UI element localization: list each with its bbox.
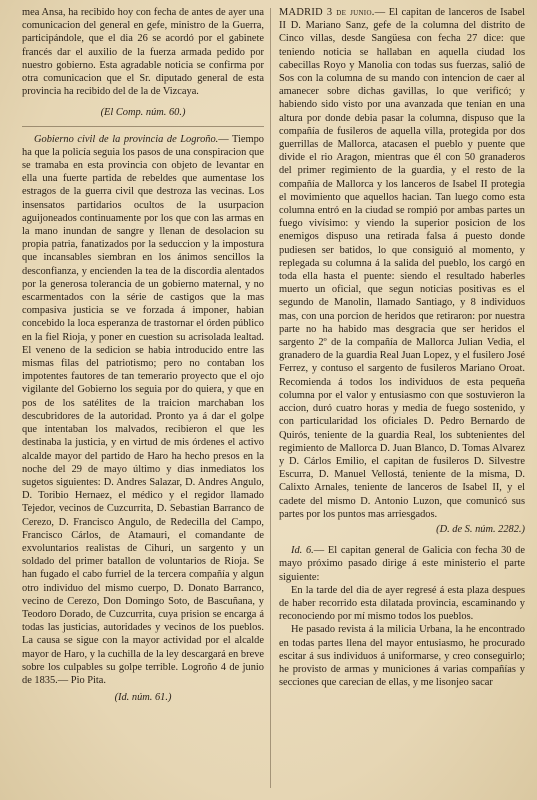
right-article-1: MADRID 3 de junio.— El capitan de lanceros de Isabel II D. Mariano Sanz, gefe de la columna del distrito de Cinco villas, desde Sangüesa con fecha 27 dice: que teniendo noticia se hallaban en aquella ciudad los cabecillas Royo y Manolia con todas sus fuerzas, salió de Sos con la columna de su mando con intencion de caer al amanecer sobre dichas gavillas, lo que verificó; y habiendo sido visto por una avanzada que tenian en una altura por donde debia pasar la columna, dispuso que la compañía de fusileros de aquella villa, protegida por dos guerrillas de Mallorca, atacasen el pueblo y puente que divide el rio Aragon, mientras que él con 50 granaderos del primer regimiento de la guardia, y el resto de la compañía de Mallorca y los lanceros de Isabel II protegia el movimiento que aquellos hacian. Tan luego como esta columna entró en la ciudad se rompió por ambas partes un fuego vivísimo: y viendo la superior posicion de los enemigos dispuso una retirada falsa á puesto donde pudiesen ser batidos, lo que consiguió al momento, y replegada su columna á la salida del pueblo, los cargó en toda ella hasta el puente: siendo el resultado haberles muerto un oficial, que segun noticias positivas es el segundo de Manolin, llamado Santiago, y 8 individuos mas, con una porcion de heridos que retiraron: por nuestra parte no ha habido mas desgracia que ser heridos el sargento 2º de la compañía de Mallorca Julian Vedia, el granadero de la guardia Real Juan Lopez, y el fusilero José Ferrez, y contuso el sargento de fusileros Mariano Oroat. Recomienda á todos los individuos de esta pequeña columna por el valor y entusiasmo con que sostuvieron la accion, duró cuatro horas y media de fuego sostenido, y con particularidad los oficiales D. Pedro Bernardo de Quirós, teniente de la guardia Real, los subtenientes del regimiento de Mallorca D. Juan Blanco, D. Tomas Alvarez y D. Cárlos Emilio, el capitan de fusileros D. Silvestre Escurra, D. Manuel Vellostá, teniente de la misma, D. Calixto Arnales, teniente de lanceros de Isabel II, y el cadete del mismo D. Antonio Luzon, que comunicó sus partes por los puntos mas arriesgados. [279,7,525,520]
left-heading: Gobierno civil de la provincia de Logroño. [34,133,219,145]
right-source-1: (D. de S. núm. 2282.) [436,523,525,535]
right-paragraph-1: El capitan de lanceros de Isabel II D. Mariano Sanz, gefe de la columna del distrito de Cinco villas, desde Sangüesa con fecha 27 dice: que teniendo noticia se hallaban en aquella ciudad los cabecillas Royo y Manolia con todas sus fuerzas, salió de Sos con la columna de su mando con intencion de caer al amanecer sobre dichas gavillas, lo que verificó; y habiendo sido visto por una avanzada que tenian en una altura por donde debia pasar la columna, dispuso que la compañía de fusileros de aquella villa, protegida por dos guerrillas de Mallorca, atacasen el pueblo y puente que divide el rio Aragon, mientras que él con 50 granaderos del primer regimiento de la guardia, y el resto de la compañía de Mallorca y los lanceros de Isabel II protegia el movimiento que aquellos hacian. Tan luego como esta columna entró en la ciudad se rompió por ambas partes un fuego vivísimo: y viendo la superior posicion de los enemigos dispuso una retirada falsa á puesto donde pudiesen ser batidos, lo que consiguió al momento, y replegada su columna á la salida del pueblo, los cargó en toda ella hasta el puente: siendo el resultado haberles muerto un oficial, que segun noticias positivas es el segundo de Manolin, llamado Santiago, y 8 individuos mas, con una porcion de heridos que retiraron: por nuestra parte no ha habido mas desgracia que ser heridos el sargento 2º de la compañía de Mallorca Julian Vedia, el granadero de la guardia Real Juan Lopez, y el fusilero José Ferrez, y contuso el sargento de fusileros Mariano Oroat. Recomienda á todos los individuos de esta pequeña columna por el valor y entusiasmo con que sostuvieron la accion, duró cuatro horas y media de fuego sostenido, y con particularidad los oficiales D. Pedro Bernardo de Quirós, teniente de la guardia Real, los subtenientes del regimiento de Mallorca D. Juan Blanco, D. Tomas Alvarez y D. Cárlos Emilio, el capitan de fusileros D. Silvestre Escurra, D. Manuel Vellostá, teniente de la misma, D. Calixto Arnales, teniente de lanceros de Isabel II, y el cadete del mismo D. Antonio Luzon, que comunicó sus partes por los puntos mas arriesgados. [279,7,525,520]
left-rule [22,126,264,127]
right-paragraph-2: El capitan general de Galicia con fecha 30 de mayo próximo pasado dirige á este ministerio el parte siguiente: [279,545,525,583]
right-article-2: Id. 6.— El capitan general de Galicia con fecha 30 de mayo próximo pasado dirige á este ministerio el parte siguiente: [279,545,525,583]
right-column [279,6,525,689]
left-source-1: (El Comp. núm. 60.) [100,107,186,119]
right-paragraph-3: En la tarde del dia de ayer regresé á esta plaza despues de haber recorrido esta dilatada provincia, escaminando y reconociendo por mí mismo todos los pueblos. [279,584,525,623]
left-column [22,6,264,704]
right-heading-2: Id. 6. [291,545,314,557]
left-article: Gobierno civil de la provincia de Logroño.— Tiempo ha que la policía seguia los pasos de una conspiracion que se tramaba en esta provincia con objeto de levantar en ella una fuerte partida de rebeldes que aumentase los estragos de la guerra civil que destroza las vecinas. Los insensatos partidarios ocultos de la usurpacion aguijoneados continuamente por los que con las armas en la mano inundan de sangre y llenan de desolacion su propia patria, fanatizados por la seduccion y la impostura que incansables siembran en los ánimos sencillos la desconfianza, y encienden la tea de la discordia alentados por la generosa tolerancia de un gobierno maternal, y no escarmentados con la série de castigos que la mas compasiva justicia se ve forzada á imponer, habian concebido la loca esperanza de trastornar el órden público en la fiel Rioja, y poner en cuestion su acrisolada lealtad. El veneno de la sedicion se habia introducido entre las mismas filas del patriotismo; pero no contaban los impotentes fautores de tan temerario proyecto que el ojo vigilante del Gobierno los seguia por do quiera, y que en pos de los satélites de la traicion marchaban los descubridores de la autoridad. Pronto ya á dar el golpe que intentaban los malvados, recibieron el que les destinaba la justicia, y en virtud de mis órdenes el activo alcalde mayor del partido de Haro ha hecho presos en la noche del 29 de mayo último y dias inmediatos los sugetos siguientes: D. Andres Salazar, D. Andres Angulo, D. Toribio Hernaez, el médico y el regidor llamado Tejedor, vecinos de Cuzcurrita, D. Sebastian Barranco de Cerezo, D. Francisco Angulo, de Redecilla del Campo, Francisco Cárlos, de Atamauri, el comandante de exvoluntarios realistas de Cihuri, un sargento y un soldado del primer batallon de voluntarios de Rioja. Se han fugado el cabo furriel de la tercera compañía y algun otro individuo del mismo cuerpo, D. Donato Barranco, vecino de Cerezo, Don Domingo Soto, de Bascuñana, y Teodoro Dorado, de Cuzcurrita, cuya prision se encarga á todas las justicias, autoridades y vecinos de los pueblos. La causa se sigue con la mayor actividad por el alcalde mayor de Haro, y la cuchilla de la ley descargará en breve sobre los culpables su golpe terrible. Logroño 4 de junio de 1835.— Pio Pita. [22,133,264,686]
column-divider [270,8,271,788]
right-dateline: MADRID 3 de junio. [279,7,375,18]
right-paragraph-4: He pasado revista á la milicia Urbana, la he encontrado en todas partes llena del mayor entusiasmo, he procurado escitar á sus individuos á uniformarse, y creo conseguirlo; he provisto de armas y municiones á varias compañías y secciones que carecian de ellas, y me lisonjeo sacar [279,624,525,689]
left-source-2: (Id. núm. 61.) [114,692,172,704]
left-paragraph-1: mea Ansa, ha recibido hoy con fecha de antes de ayer una comunicacion del general en gefe, ministro de la Guerra, participándole, que el dia 26 se acordó por el gabinete francés dar el auxilio de la fuerza armada pedido por nuestro gobierno. Esta agradable noticia se confirma por otra comunicacion que el Sr. diputado general de esta provincia ha recibido del de la de Vizcaya. [22,7,264,98]
left-signature: Pio Pita. [70,674,107,686]
left-paragraph-2: Tiempo ha que la policía seguia los pasos de una conspiracion que se tramaba en esta provincia con objeto de levantar en ella una fuerte partida de rebeldes que aumentase los estragos de la guerra civil que destroza las vecinas. Los insensatos partidarios ocultos de la usurpacion aguijoneados continuamente por los que con las armas en la mano inundan de sangre y llenan de desolacion su propia patria, fanatizados por la seduccion y la impostura que incansables siembran en los ánimos sencillos la desconfianza, y encienden la tea de la discordia alentados por la generosa tolerancia de un gobierno maternal, y no escarmentados con la série de castigos que la mas compasiva justicia se ve forzada á imponer, habian concebido la loca esperanza de trastornar el órden público en la fiel Rioja, y poner en cuestion su acrisolada lealtad. El veneno de la sedicion se habia introducido entre las mismas filas del patriotismo; pero no contaban los impotentes fautores de tan temerario proyecto que el ojo vigilante del Gobierno los seguia por do quiera, y que en pos de los satélites de la traicion marchaban los descubridores de la autoridad. Pronto ya á dar el golpe que intentaban los malvados, recibieron el que les destinaba la justicia, y en virtud de mis órdenes el activo alcalde mayor del partido de Haro ha hecho presos en la noche del 29 de mayo último y dias inmediatos los sugetos siguientes: D. Andres Salazar, D. Andres Angulo, D. Toribio Hernaez, el médico y el regidor llamado Tejedor, vecinos de Cuzcurrita, D. Sebastian Barranco de Cerezo, D. Francisco Angulo, de Redecilla del Campo, Francisco Cárlos, de Atamauri, el comandante de exvoluntarios realistas de Cihuri, un sargento y un soldado del primer batallon de voluntarios de Rioja. Se han fugado el cabo furriel de la tercera compañía y algun otro individuo del mismo cuerpo, D. Donato Barranco, vecino de Cerezo, Don Domingo Soto, de Bascuñana, y Teodoro Dorado, de Cuzcurrita, cuya prision se encarga á todas las justicias, autoridades y vecinos de los pueblos. La causa se sigue con la mayor actividad por el alcalde mayor de Haro, y la cuchilla de la ley descargará en breve sobre los culpables su golpe terrible. Logroño 4 de junio de 1835. [22,133,264,686]
